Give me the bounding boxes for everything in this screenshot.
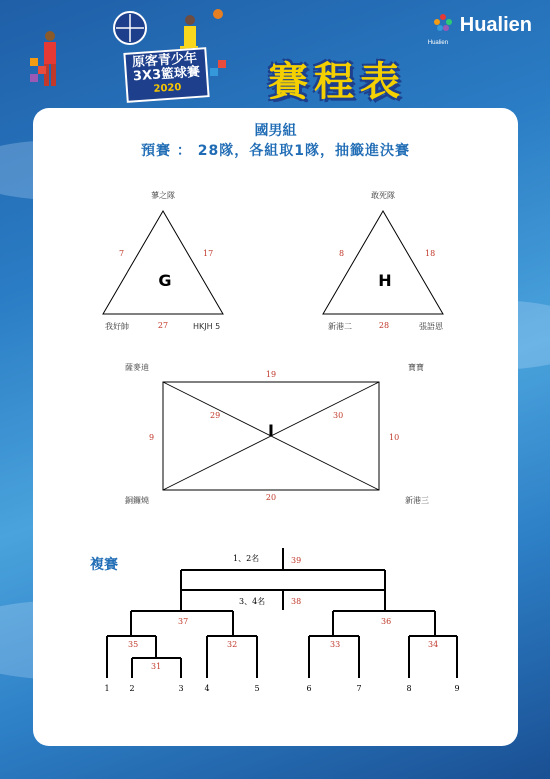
group-i-diag-left-game: 29 — [210, 411, 221, 420]
third-fourth-game: 38 — [291, 597, 302, 606]
group-g-bottom-left-team: 我好帥 — [105, 322, 129, 331]
event-title — [123, 47, 209, 103]
schedule-diagram — [33, 108, 518, 746]
schedule-title: 賽程表 — [268, 59, 406, 105]
event-logo — [30, 8, 230, 103]
seed-label: 1 — [104, 684, 110, 693]
seed-label: 9 — [454, 684, 460, 693]
group-i-top-game: 19 — [265, 370, 277, 379]
group-h-bottom-game: 28 — [378, 321, 390, 330]
group-h-top-team: 敢死隊 — [371, 191, 395, 200]
group-g-left-game: 7 — [119, 249, 125, 258]
event-year: 2020 — [153, 82, 182, 95]
group-g-bottom-game: 27 — [157, 321, 169, 330]
qf-game: 32 — [227, 640, 238, 649]
hualien-emblem-icon: Hualien — [432, 12, 454, 38]
group-i-right-game: 10 — [389, 433, 400, 442]
division-title: 國男組 — [254, 123, 297, 139]
group-i — [125, 362, 429, 505]
group-h — [323, 190, 444, 331]
play-in-game: 31 — [151, 662, 162, 671]
group-h-bottom-right-team: 張語恩 — [419, 322, 443, 331]
group-h-label: H — [378, 271, 392, 290]
third-fourth-label: 3、4名 — [239, 597, 266, 606]
seed-label: 4 — [204, 684, 210, 693]
group-h-bottom-left-team: 新港二 — [328, 322, 352, 331]
group-i-diag-right-game: 30 — [333, 411, 344, 420]
prelim-description: 預賽 ： 28隊，各組取1隊，抽籤進決賽 — [141, 143, 410, 159]
seed-label: 7 — [356, 684, 362, 693]
group-g — [103, 190, 223, 331]
seed-label: 8 — [406, 684, 412, 693]
group-g-top-team: 蓼之隊 — [151, 191, 175, 200]
finals-bracket — [107, 548, 457, 678]
seed-label: 2 — [129, 684, 135, 693]
group-g-right-game: 17 — [203, 249, 214, 258]
group-i-left-game: 9 — [149, 433, 155, 442]
group-i-top-left-team: 薩麥迪 — [125, 363, 149, 372]
brand-logo — [427, 12, 532, 46]
first-second-game: 39 — [291, 556, 302, 565]
group-i-bottom-left-team: 銅鑼燒 — [125, 496, 149, 505]
qf-game: 33 — [330, 640, 341, 649]
group-i-bottom-game: 20 — [265, 493, 277, 502]
event-title-line1: 原客青少年 — [131, 50, 198, 71]
finals-section-label: 複賽 — [90, 557, 118, 573]
semi-right-game: 36 — [381, 617, 392, 626]
event-title-line2: 3X3籃球賽 — [132, 64, 201, 85]
semi-left-game: 37 — [178, 617, 189, 626]
seed-label: 3 — [178, 684, 184, 693]
qf-game: 34 — [428, 640, 439, 649]
group-g-triangle — [103, 211, 223, 314]
group-g-bottom-right-team: HKJH 5 — [193, 322, 221, 331]
group-i-top-right-team: 寶寶 — [408, 363, 424, 372]
qf-game: 35 — [128, 640, 139, 649]
group-i-label: I — [268, 421, 274, 440]
first-second-label: 1、2名 — [233, 554, 260, 563]
seed-label: 5 — [254, 684, 260, 693]
group-i-bottom-right-team: 新港三 — [405, 496, 429, 505]
seed-label: 6 — [306, 684, 312, 693]
group-g-label: G — [158, 271, 172, 290]
schedule-panel — [33, 108, 518, 746]
group-h-right-game: 18 — [425, 249, 436, 258]
group-h-left-game: 8 — [339, 249, 345, 258]
brand-name: Hualien — [459, 13, 532, 36]
group-h-triangle — [323, 211, 443, 314]
